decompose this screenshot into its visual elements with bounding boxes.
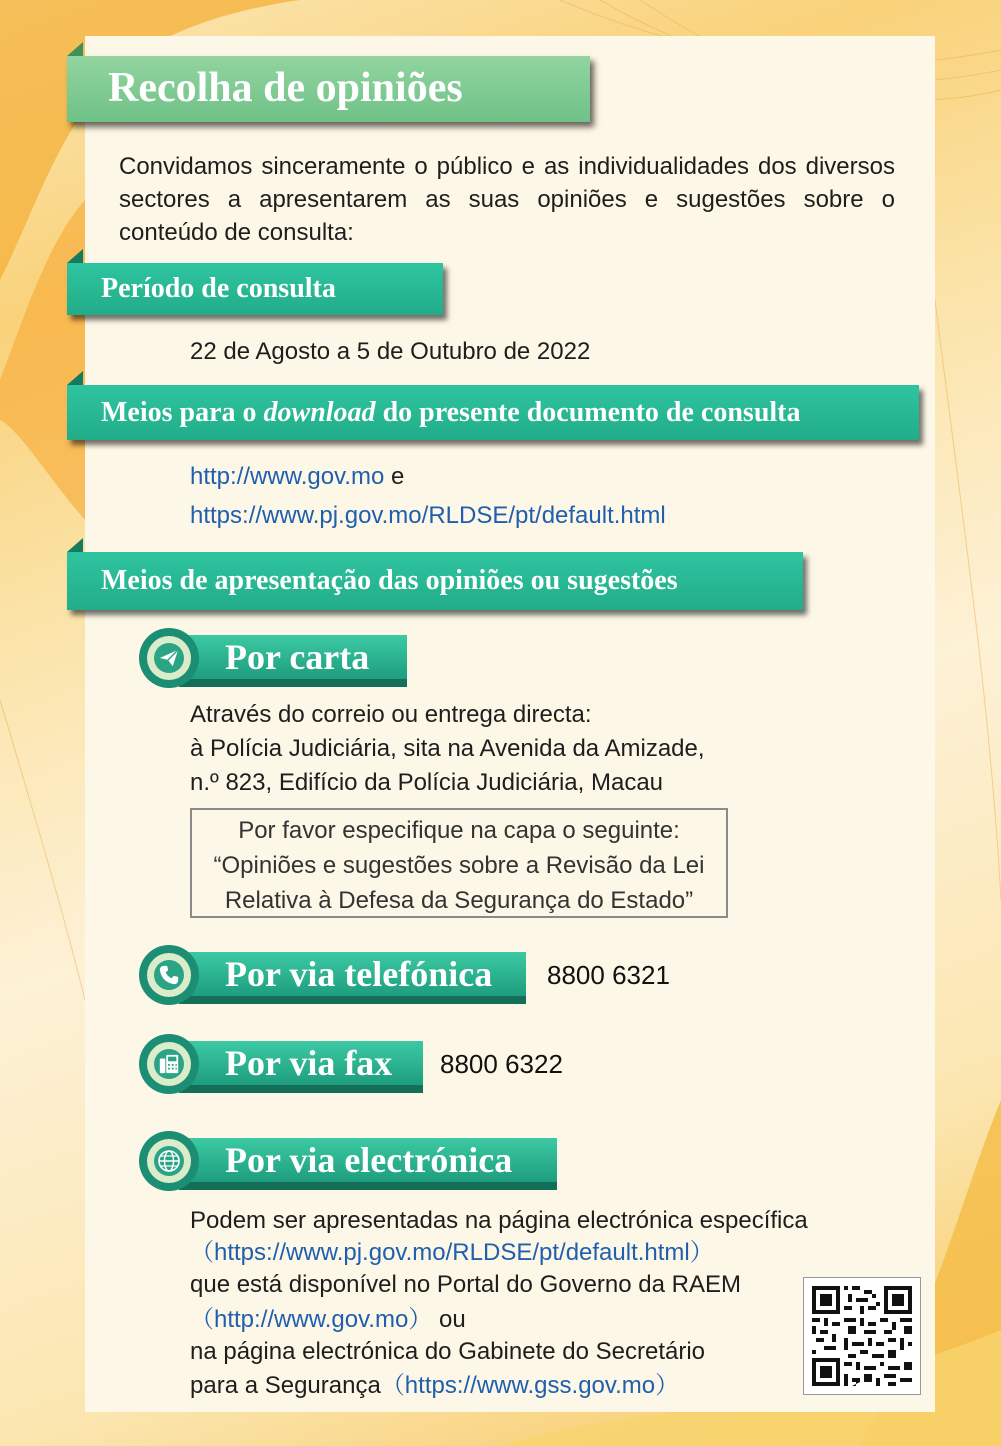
method-fax [139, 1034, 423, 1094]
note-line2: “Opiniões e sugestões sobre a Revisão da Lei [213, 852, 705, 879]
letter-label: Por carta [225, 637, 370, 677]
phone-label: Por via telefónica [225, 954, 493, 994]
download-heading-pre: Meios para o [101, 397, 264, 428]
method-phone [139, 945, 526, 1005]
letter-line2: à Polícia Judiciária, sita na Avenida da Amizade, [190, 735, 705, 762]
web-link-pj[interactable]: （https://www.pj.gov.mo/RLDSE/pt/default.html） [190, 1239, 714, 1266]
qr-code[interactable] [803, 1277, 921, 1395]
web-line4: para a Segurança [190, 1372, 381, 1399]
web-link-gov[interactable]: （http://www.gov.mo） [190, 1306, 433, 1333]
letter-line1: Através do correio ou entrega directa: [190, 701, 592, 728]
web-line2: que está disponível no Portal do Governo da RAEM [190, 1271, 741, 1298]
download-heading-post: do presente documento de consulta [375, 397, 801, 428]
submission-heading: Meios de apresentação das opiniões ou sugestões [101, 565, 678, 596]
note-line3: Relativa à Defesa da Segurança do Estado” [224, 887, 694, 914]
web-line3: na página electrónica do Gabinete do Secretário [190, 1338, 706, 1365]
phone-icon [158, 964, 180, 986]
web-line1: Podem ser apresentadas na página electrónica específica [190, 1207, 808, 1234]
fax-label: Por via fax [225, 1043, 393, 1083]
web-link-gss[interactable]: （https://www.gss.gov.mo） [380, 1372, 680, 1399]
period-banner [67, 263, 443, 315]
download-banner [67, 385, 919, 440]
qr-code-icon [804, 1278, 920, 1394]
fax-number[interactable]: 8800 6322 [440, 1049, 563, 1079]
submission-banner [67, 552, 803, 610]
paper-plane-icon [158, 647, 180, 669]
cover-note-box [190, 808, 728, 918]
web-label: Por via electrónica [225, 1140, 513, 1180]
title-banner [67, 56, 590, 122]
method-web [139, 1131, 557, 1191]
page-title: Recolha de opiniões [108, 65, 463, 111]
download-conj: e [384, 463, 405, 490]
banner-fold [67, 42, 83, 56]
download-heading-em: download [263, 397, 376, 428]
fax-icon [158, 1053, 180, 1075]
method-letter [139, 628, 407, 688]
gov-link[interactable]: http://www.gov.mo [190, 463, 385, 490]
period-text: 22 de Agosto a 5 de Outubro de 2022 [190, 338, 591, 365]
globe-icon [157, 1149, 181, 1173]
intro-paragraph: Convidamos sinceramente o público e as individualidades dos diversos sectores a apresentarem as suas opiniões e sugestões sobre o conteúdo de consulta: [119, 153, 895, 246]
period-heading: Período de consulta [101, 273, 336, 304]
pj-link[interactable]: https://www.pj.gov.mo/RLDSE/pt/default.html [190, 502, 666, 529]
note-line1: Por favor especifique na capa o seguinte: [238, 817, 680, 844]
phone-number[interactable]: 8800 6321 [547, 960, 670, 990]
letter-line3: n.º 823, Edifício da Polícia Judiciária, Macau [190, 769, 664, 796]
web-conj: ou [438, 1306, 466, 1333]
